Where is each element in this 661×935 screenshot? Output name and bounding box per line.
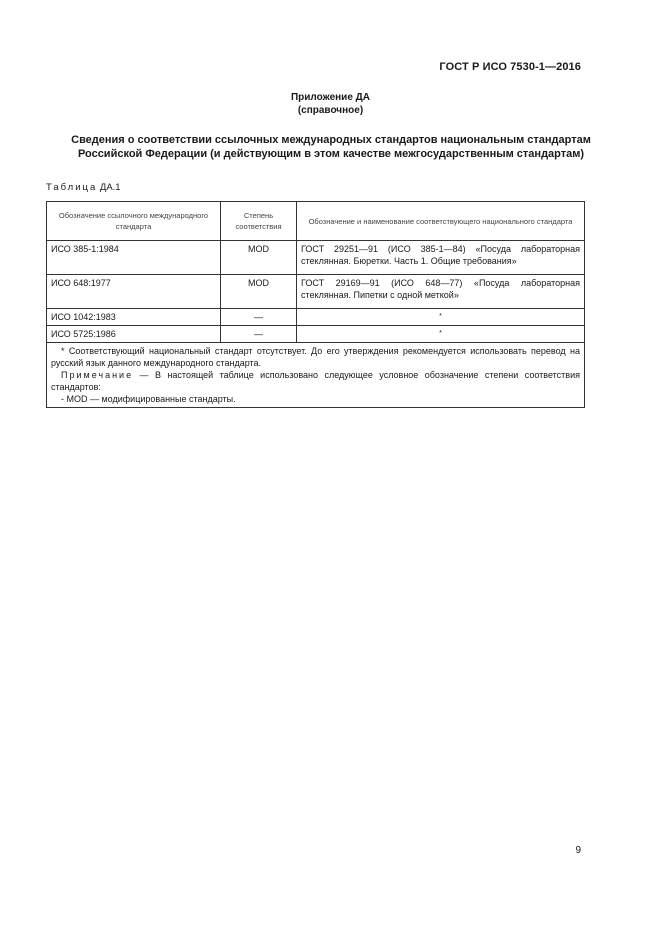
header-reference-standard: Обозначение ссылочного международного стандарта xyxy=(47,202,221,241)
cell-degree: — xyxy=(221,309,297,326)
table-row xyxy=(47,241,585,275)
annex-heading xyxy=(0,91,661,117)
section-title-line-1: Сведения о соответствии ссылочных международных стандартов национальным стандартам xyxy=(71,134,591,146)
header-national-standard: Обозначение и наименование соответствующего национального стандарта xyxy=(297,202,585,241)
footnote-marker: * xyxy=(439,313,442,320)
cell-reference: ИСО 1042:1983 xyxy=(47,309,221,326)
document-code: ГОСТ Р ИСО 7530-1—2016 xyxy=(439,61,581,73)
header-degree: Степень соответствия xyxy=(221,202,297,241)
table-caption xyxy=(46,182,121,193)
cell-degree: — xyxy=(221,326,297,343)
cell-reference: ИСО 385-1:1984 xyxy=(47,241,221,275)
cell-reference: ИСО 5725:1986 xyxy=(47,326,221,343)
section-title-line-2: Российской Федерации (и действующим в этом качестве межгосударственным стандартам) xyxy=(77,148,585,160)
cell-national xyxy=(297,309,585,326)
table-footer-row xyxy=(47,343,585,408)
note-text: — В настоящей таблице использовано следующее условное обозначение степени соответствия стандартов: xyxy=(51,370,580,392)
footnote-text: * Соответствующий национальный стандарт отсутствует. До его утверждения рекомендуется использовать перевод на русский язык данного международного стандарта. xyxy=(51,346,580,368)
cell-national: ГОСТ 29251—91 (ИСО 385-1—84) «Посуда лабораторная стеклянная. Бюретки. Часть 1. Общие требования» xyxy=(297,241,585,275)
page-number: 9 xyxy=(575,845,581,856)
correspondence-table xyxy=(46,201,585,408)
table-row xyxy=(47,275,585,309)
section-title xyxy=(46,133,616,161)
annex-title: Приложение ДА xyxy=(290,92,371,103)
note-item: - MOD — модифицированные стандарты. xyxy=(61,394,236,404)
cell-degree: MOD xyxy=(221,275,297,309)
table-header-row xyxy=(47,202,585,241)
table-row xyxy=(47,326,585,343)
note-label: Примечание xyxy=(61,370,134,380)
annex-subtitle: (справочное) xyxy=(297,105,364,116)
note-paragraph xyxy=(51,369,580,393)
table-row xyxy=(47,309,585,326)
footnote-marker: * xyxy=(439,330,442,337)
table-caption-word: Таблица xyxy=(46,182,98,193)
table-footnotes xyxy=(47,343,585,408)
cell-national xyxy=(297,326,585,343)
cell-national: ГОСТ 29169—91 (ИСО 648—77) «Посуда лабораторная стеклянная. Пипетки с одной меткой» xyxy=(297,275,585,309)
cell-reference: ИСО 648:1977 xyxy=(47,275,221,309)
table-caption-number: ДА.1 xyxy=(99,182,121,193)
cell-degree: MOD xyxy=(221,241,297,275)
